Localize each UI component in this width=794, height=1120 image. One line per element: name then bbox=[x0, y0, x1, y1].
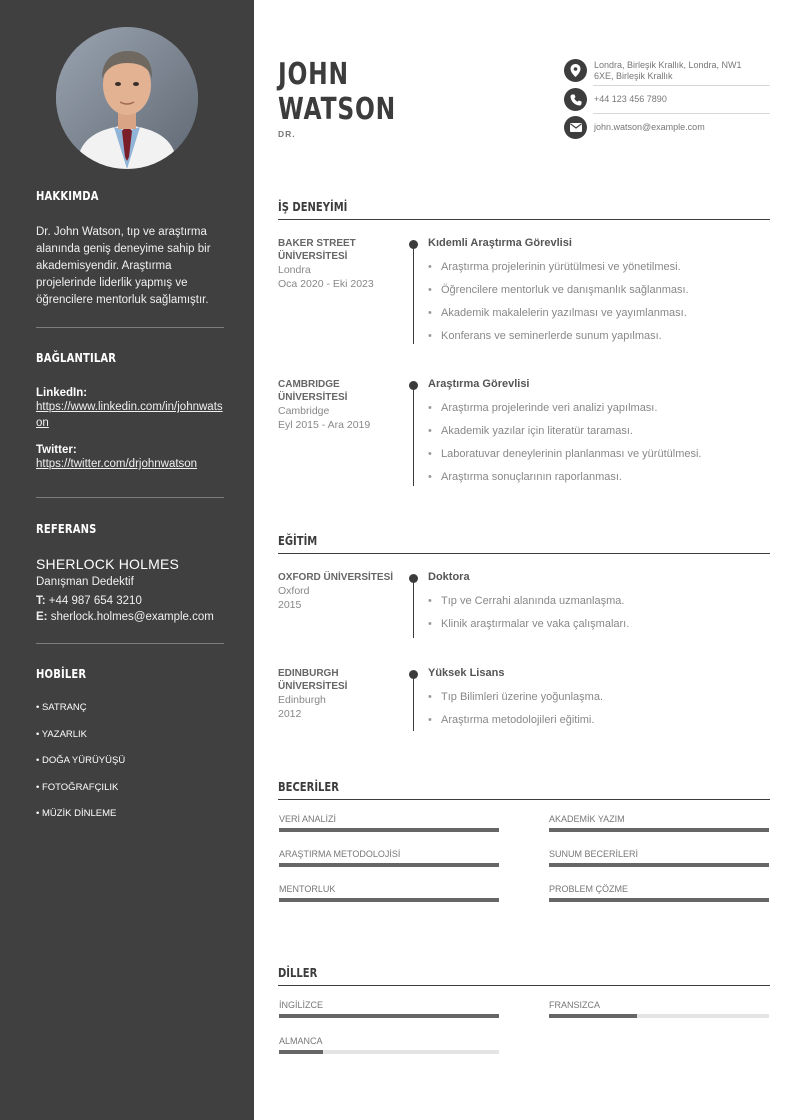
portrait-image bbox=[56, 27, 198, 169]
org-name: EDINBURGH ÜNİVERSİTESİ bbox=[278, 668, 348, 692]
hobby-item: • YAZARLIK bbox=[36, 728, 88, 740]
skill-label: SUNUM BECERİLERİ bbox=[549, 849, 639, 859]
section-rule bbox=[278, 219, 770, 220]
entry-bullet: • Araştırma metodolojileri eğitimi. bbox=[428, 714, 594, 726]
phone-row bbox=[564, 88, 770, 111]
language-item bbox=[279, 1036, 499, 1046]
skill-label: PROBLEM ÇÖZME bbox=[549, 884, 629, 894]
entry-bullet: • Araştırma sonuçlarının raporlanması. bbox=[428, 471, 622, 483]
reference-section bbox=[36, 521, 224, 625]
reference-phone-value: +44 987 654 3210 bbox=[48, 595, 142, 607]
skill-bar bbox=[279, 863, 499, 867]
skill-label: ARAŞTIRMA METODOLOJİSİ bbox=[279, 849, 401, 859]
location-pin-icon bbox=[564, 59, 587, 82]
contact-divider bbox=[593, 113, 770, 114]
job-title: DR. bbox=[278, 129, 296, 139]
reference-role: Danışman Dedektif bbox=[36, 576, 134, 588]
language-label: FRANSIZCA bbox=[549, 1000, 601, 1010]
timeline-line bbox=[413, 671, 414, 731]
contact-divider bbox=[593, 85, 770, 86]
address-text: Londra, Birleşik Krallık, Londra, NW1 6XE, Birleşik Krallık bbox=[594, 59, 742, 81]
language-bar-fill bbox=[279, 1014, 499, 1018]
linkedin-item bbox=[36, 387, 224, 431]
hobby-item: • SATRANÇ bbox=[36, 702, 87, 713]
skill-bar bbox=[279, 828, 499, 832]
entry-bullet: • Öğrencilere mentorluk ve danışmanlık sağlanması. bbox=[428, 284, 689, 296]
language-bar bbox=[279, 1050, 499, 1054]
email-row bbox=[564, 116, 770, 139]
skill-item bbox=[279, 849, 499, 859]
reference-heading: REFERANS bbox=[36, 521, 97, 536]
sidebar bbox=[0, 0, 254, 1120]
last-name: WATSON bbox=[278, 92, 397, 127]
skill-bar bbox=[549, 898, 769, 902]
about-text: Dr. John Watson, tıp ve araştırma alanında geniş deneyime sahip bir akademisyendir. Araştırma projelerinde liderlik yapmış ve öğrencilere mentorluk sağlamıştır. bbox=[36, 226, 211, 306]
divider bbox=[36, 327, 224, 328]
experience-heading: İŞ DENEYİMİ bbox=[278, 199, 348, 214]
org-name: CAMBRIDGE ÜNİVERSİTESİ bbox=[278, 379, 348, 403]
links-heading: BAĞLANTILAR bbox=[36, 350, 117, 365]
section-rule bbox=[278, 799, 770, 800]
about-heading: HAKKIMDA bbox=[36, 188, 99, 203]
about-section bbox=[36, 188, 224, 309]
entry-bullet: • Tıp Bilimleri üzerine yoğunlaşma. bbox=[428, 691, 603, 703]
hobbies-heading: HOBİLER bbox=[36, 666, 87, 681]
timeline-line bbox=[413, 241, 414, 344]
email-label: E: bbox=[36, 611, 48, 623]
language-label: İNGİLİZCE bbox=[279, 1000, 324, 1010]
education-heading: EĞİTİM bbox=[278, 533, 318, 548]
hobbies-section bbox=[36, 666, 224, 834]
org-name: OXFORD ÜNİVERSİTESİ bbox=[278, 572, 394, 583]
language-label: ALMANCA bbox=[279, 1036, 323, 1046]
language-bar bbox=[549, 1014, 769, 1018]
skill-bar-fill bbox=[279, 863, 499, 867]
skill-bar bbox=[549, 828, 769, 832]
address-row bbox=[564, 59, 770, 82]
email-text[interactable]: john.watson@example.com bbox=[594, 122, 705, 132]
entry-bullet: • Araştırma projelerinin yürütülmesi ve yönetilmesi. bbox=[428, 261, 681, 273]
links-section bbox=[36, 350, 224, 472]
entry-dates: Eyl 2015 - Ara 2019 bbox=[278, 419, 371, 431]
reference-phone bbox=[36, 593, 224, 609]
language-bar bbox=[279, 1014, 499, 1018]
org-location: Edinburgh bbox=[278, 694, 326, 706]
skill-bar bbox=[549, 863, 769, 867]
twitter-link[interactable]: https://twitter.com/drjohnwatson bbox=[36, 458, 198, 470]
twitter-item bbox=[36, 444, 224, 472]
entry-dates: 2015 bbox=[278, 599, 302, 611]
reference-email bbox=[36, 609, 224, 625]
entry-bullet: • Tıp ve Cerrahi alanında uzmanlaşma. bbox=[428, 595, 624, 607]
entry-role: Kıdemli Araştırma Görevlisi bbox=[428, 237, 572, 249]
entry-bullet: • Klinik araştırmalar ve vaka çalışmaları. bbox=[428, 618, 629, 630]
language-item bbox=[549, 1000, 769, 1010]
timeline-dot bbox=[409, 240, 418, 249]
linkedin-link[interactable]: https://www.linkedin.com/in/johnwatson bbox=[36, 401, 223, 429]
org-location: Londra bbox=[278, 264, 311, 276]
skills-heading: BECERİLER bbox=[278, 779, 339, 794]
language-item bbox=[279, 1000, 499, 1010]
skill-label: VERİ ANALİZİ bbox=[279, 814, 337, 824]
timeline-dot bbox=[409, 670, 418, 679]
skill-item bbox=[279, 884, 499, 894]
entry-bullet: • Akademik yazılar için literatür taraması. bbox=[428, 425, 633, 437]
hobby-item: • FOTOĞRAFÇILIK bbox=[36, 781, 119, 793]
entry-dates: Oca 2020 - Eki 2023 bbox=[278, 278, 374, 290]
envelope-icon bbox=[564, 116, 587, 139]
timeline-dot bbox=[409, 381, 418, 390]
entry-role: Doktora bbox=[428, 571, 470, 583]
profile-photo bbox=[56, 27, 198, 169]
section-rule bbox=[278, 553, 770, 554]
phone-icon bbox=[564, 88, 587, 111]
skill-bar bbox=[279, 898, 499, 902]
phone-label: T: bbox=[36, 595, 46, 607]
language-bar-fill bbox=[279, 1050, 323, 1054]
full-name bbox=[278, 57, 396, 127]
skill-label: MENTORLUK bbox=[279, 884, 336, 894]
entry-role: Yüksek Lisans bbox=[428, 667, 505, 679]
skill-label: AKADEMİK YAZIM bbox=[549, 814, 625, 824]
entry-dates: 2012 bbox=[278, 708, 302, 720]
skill-bar-fill bbox=[549, 828, 769, 832]
language-bar-fill bbox=[549, 1014, 637, 1018]
skill-item bbox=[549, 849, 769, 859]
entry-role: Araştırma Görevlisi bbox=[428, 378, 530, 390]
entry-org bbox=[278, 571, 398, 612]
phone-text: +44 123 456 7890 bbox=[594, 94, 667, 104]
skill-bar-fill bbox=[549, 898, 769, 902]
entry-org bbox=[278, 378, 398, 432]
skill-bar-fill bbox=[279, 898, 499, 902]
first-name: JOHN bbox=[278, 57, 349, 92]
org-name: BAKER STREET ÜNİVERSİTESİ bbox=[278, 238, 356, 262]
org-location: Oxford bbox=[278, 585, 310, 597]
twitter-label: Twitter: bbox=[36, 444, 77, 456]
timeline-dot bbox=[409, 574, 418, 583]
reference-email-value: sherlock.holmes@example.com bbox=[50, 611, 214, 623]
divider bbox=[36, 643, 224, 644]
skill-bar-fill bbox=[279, 828, 499, 832]
reference-name: SHERLOCK HOLMES bbox=[36, 556, 180, 572]
linkedin-label: LinkedIn: bbox=[36, 387, 88, 399]
skill-bar-fill bbox=[549, 863, 769, 867]
hobby-item: • MÜZİK DİNLEME bbox=[36, 808, 117, 819]
entry-bullet: • Araştırma projelerinde veri analizi yapılması. bbox=[428, 402, 657, 414]
hobby-list bbox=[36, 701, 224, 834]
divider bbox=[36, 497, 224, 498]
entry-bullet: • Konferans ve seminerlerde sunum yapılması. bbox=[428, 330, 662, 342]
entry-org bbox=[278, 237, 398, 291]
entry-org bbox=[278, 667, 398, 721]
section-rule bbox=[278, 985, 770, 986]
skill-item bbox=[549, 814, 769, 824]
timeline-line bbox=[413, 382, 414, 486]
org-location: Cambridge bbox=[278, 405, 330, 417]
hobby-item: • DOĞA YÜRÜYÜŞÜ bbox=[36, 755, 126, 766]
skill-item bbox=[549, 884, 769, 894]
skill-item bbox=[279, 814, 499, 824]
entry-bullet: • Akademik makalelerin yazılması ve yayımlanması. bbox=[428, 307, 687, 319]
entry-bullet: • Laboratuvar deneylerinin planlanması ve yürütülmesi. bbox=[428, 448, 701, 460]
timeline-line bbox=[413, 575, 414, 638]
languages-heading: DİLLER bbox=[278, 965, 318, 980]
